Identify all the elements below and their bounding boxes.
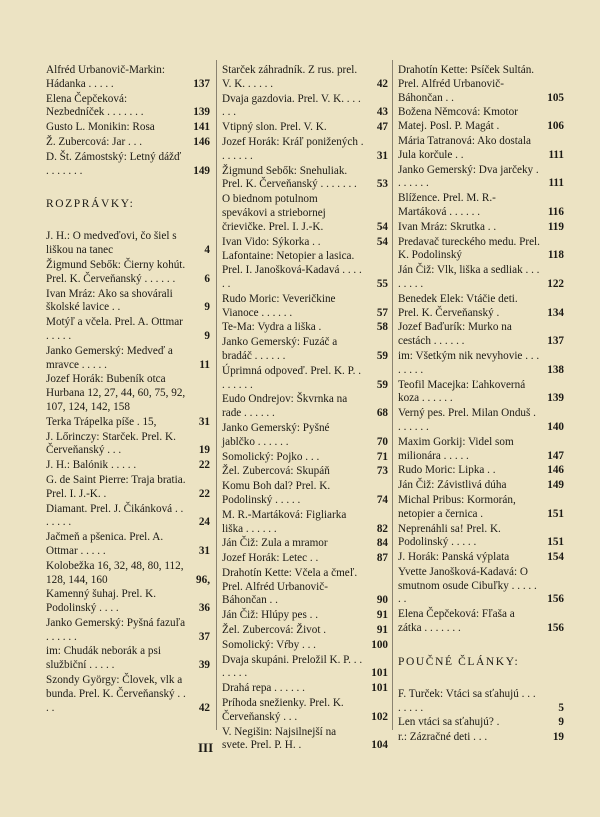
- entry-page-number: 106: [547, 120, 564, 133]
- entry-page-number: 119: [547, 220, 564, 233]
- entry-page-number: 68: [376, 407, 388, 420]
- entry-page-number: 139: [193, 106, 210, 119]
- toc-entry: [46, 64, 210, 92]
- toc-entry: [222, 509, 388, 537]
- entry-page-number: 42: [198, 701, 210, 714]
- toc-entry: [46, 431, 210, 459]
- entry-title: Žigmund Sebők: Čierny kohút. Prel. K. Červeňanský . . . . . .: [46, 258, 186, 285]
- entry-page-number: 9: [558, 716, 564, 729]
- toc-entry: [398, 236, 564, 264]
- entry-title: Alfréd Urbanovič-Markin: Hádanka . . . . .: [46, 64, 165, 90]
- toc-entry: [222, 422, 388, 450]
- entry-page-number: 71: [376, 450, 388, 463]
- toc-entry: [222, 121, 388, 135]
- entry-title: Somolický: Vŕby . . .: [222, 638, 316, 651]
- entry-page-number: 54: [376, 235, 388, 248]
- toc-entry: [222, 321, 388, 335]
- toc-entry: [222, 93, 388, 121]
- entry-page-number: 146: [193, 135, 210, 148]
- entry-page-number: 137: [547, 335, 564, 348]
- entry-title: Drahá repa . . . . . .: [222, 682, 305, 695]
- entry-title: Janko Gemerský: Dva jarčeky . . . . . . .: [398, 163, 539, 190]
- entry-title: Benedek Elek: Vtáčie deti. Prel. K. Červeňanský .: [398, 292, 518, 319]
- entry-title: Príhoda snežienky. Prel. K. Červeňanský . . .: [222, 697, 344, 723]
- entry-title: im: Všetkým nik nevyhovie . . . . . . . .: [398, 349, 540, 376]
- entry-title: Elena Čepčeková: Nezbedníček . . . . . . .: [46, 92, 144, 119]
- toc-entry: [222, 726, 388, 754]
- toc-entry: [46, 503, 210, 531]
- toc-entry: [398, 407, 564, 435]
- toc-entry: [222, 480, 388, 508]
- entry-title: Jozef Horák: Bubeník otca Hurbana 12, 27, 44, 60, 75, 92, 107, 124, 142, 158: [46, 373, 186, 413]
- index-column-3: [398, 64, 564, 746]
- toc-entry: [46, 617, 210, 645]
- toc-entry: [222, 236, 388, 250]
- entry-title: Diamant. Prel. J. Čikánková . . . . . . .: [46, 502, 184, 529]
- entry-title: Blížence. Prel. M. R.-Martáková . . . . . .: [398, 192, 496, 218]
- entry-page-number: 151: [547, 536, 564, 549]
- entry-title: Ján Čiž: Vlk, liška a sedliak . . . . . . . .: [398, 264, 540, 290]
- toc-entry: [222, 336, 388, 364]
- entry-page-number: 122: [547, 277, 564, 290]
- entry-title: Lafontaine: Netopier a lasica. Prel. I. Janošková-Kadavá . . . . . .: [222, 250, 362, 290]
- section-heading: ROZPRÁVKY:: [46, 198, 135, 211]
- entry-page-number: 31: [198, 544, 210, 557]
- index-column-1: [46, 64, 210, 716]
- entry-page-number: 19: [552, 731, 564, 744]
- toc-entry: [398, 523, 564, 551]
- entry-page-number: 22: [198, 487, 210, 500]
- toc-entry: [46, 230, 210, 258]
- entry-page-number: 141: [193, 121, 210, 134]
- toc-entry: [46, 674, 210, 715]
- entry-page-number: 134: [547, 306, 564, 319]
- entry-title: F. Turček: Vtáci sa sťahujú . . . . . . . .: [398, 687, 536, 714]
- entry-title: Žigmund Sebők: Snehuliak. Prel. K. Červeňanský . . . . . . .: [222, 164, 357, 191]
- entry-title: Božena Němcová: Kmotor Matej. Posl. P. Magát .: [398, 106, 518, 133]
- entry-title: Ján Čiž: Zula a mramor: [222, 537, 328, 550]
- toc-entry: [222, 639, 388, 653]
- entry-title: J. Lőrinczy: Starček. Prel. K. Červeňanský . . .: [46, 430, 176, 457]
- entry-title: Jozef Horák: Kráľ ponižených . . . . . . .: [222, 135, 364, 162]
- toc-entry: [46, 645, 210, 673]
- entry-page-number: 6: [204, 272, 210, 285]
- entry-title: Neprenáhli sa! Prel. K. Podolinský . . . . .: [398, 522, 501, 549]
- toc-entry: [398, 164, 564, 192]
- toc-entry: [222, 293, 388, 321]
- entry-page-number: 11: [199, 358, 210, 371]
- entry-page-number: 73: [376, 465, 388, 478]
- toc-entry: [398, 221, 564, 235]
- entry-page-number: 87: [376, 552, 388, 565]
- entry-page-number: 91: [376, 624, 388, 637]
- entry-title: Predavač tureckého medu. Prel. K. Podolinský: [398, 235, 540, 262]
- toc-entry: [222, 365, 388, 393]
- entry-title: Ivan Mráz: Ako sa shovárali školské lavice . .: [46, 287, 173, 314]
- toc-entry: [398, 494, 564, 522]
- entry-title: Komu Boh dal? Prel. K. Podolinský . . . . .: [222, 480, 331, 506]
- toc-entry: [222, 465, 388, 479]
- section-heading: POUČNÉ ČLÁNKY:: [398, 655, 520, 668]
- entry-title: Janko Gemerský: Pyšné jablčko . . . . . .: [222, 421, 330, 448]
- entry-page-number: 100: [371, 638, 388, 651]
- entry-page-number: 31: [198, 415, 210, 428]
- entry-page-number: 111: [548, 177, 564, 190]
- entry-title: Janko Gemerský: Fuzáč a bradáč . . . . . .: [222, 336, 338, 362]
- entry-title: r.: Zázračné deti . . .: [398, 731, 488, 744]
- toc-entry: [222, 165, 388, 193]
- entry-title: G. de Saint Pierre: Traja bratia. Prel. I. J.-K. .: [46, 473, 186, 500]
- entry-page-number: 101: [371, 667, 388, 680]
- toc-entry: [222, 567, 388, 608]
- entry-title: Dvaja skupáni. Preložil K. P. . . . . . . .: [222, 653, 363, 680]
- entry-page-number: 42: [376, 77, 388, 90]
- entry-title: J. Horák: Panská výplata: [398, 551, 510, 564]
- entry-page-number: 19: [198, 444, 210, 457]
- entry-title: Szondy György: Človek, vlk a bunda. Prel. K. Červeňanský . . . .: [46, 674, 186, 714]
- entry-title: Úprimná odpoveď. Prel. K. P. . . . . . . .: [222, 364, 361, 391]
- toc-entry: [398, 688, 564, 716]
- toc-entry: [398, 479, 564, 493]
- entry-title: Len vtáci sa sťahujú? .: [398, 716, 500, 729]
- entry-page-number: 139: [547, 392, 564, 405]
- entry-page-number: 104: [371, 739, 388, 752]
- entry-page-number: 156: [547, 622, 564, 635]
- entry-title: Jozef Horák: Letec . .: [222, 552, 319, 565]
- entry-page-number: 91: [376, 609, 388, 622]
- toc-entry: [46, 474, 210, 502]
- entry-page-number: 24: [198, 516, 210, 529]
- index-column-2: [222, 64, 388, 754]
- entry-title: Dvaja gazdovia. Prel. V. K. . . . . . .: [222, 92, 361, 119]
- entry-title: Yvette Janošková-Kadavá: O smutnom osude Cibuľky . . . . . . .: [398, 565, 537, 606]
- toc-entry: [398, 192, 564, 220]
- entry-title: Maxim Gorkij: Videl som milionára . . . . .: [398, 435, 514, 462]
- toc-entry: [46, 93, 210, 121]
- entry-page-number: 31: [376, 149, 388, 162]
- toc-entry: [222, 64, 388, 92]
- toc-entry: [46, 459, 210, 473]
- entry-title: Ján Čiž: Hlúpy pes . .: [222, 609, 319, 622]
- toc-entry: [222, 697, 388, 725]
- entry-title: Janko Gemerský: Pyšná fazuľa . . . . . .: [46, 616, 186, 643]
- entry-page-number: 4: [204, 244, 210, 257]
- entry-page-number: 9: [204, 301, 210, 314]
- entry-page-number: 59: [376, 378, 388, 391]
- entry-title: Elena Čepčeková: Fľaša a zátka . . . . . . .: [398, 608, 515, 635]
- entry-page-number: 39: [198, 659, 210, 672]
- entry-page-number: 37: [198, 630, 210, 643]
- entry-title: V. Negišin: Najsilnejší na svete. Prel. P. H. .: [222, 725, 337, 752]
- toc-entry: [46, 531, 210, 559]
- entry-page-number: 55: [376, 277, 388, 290]
- entry-page-number: 105: [547, 91, 564, 104]
- entry-title: Kolobežka 16, 32, 48, 80, 112, 128, 144, 160: [46, 559, 184, 586]
- entry-page-number: 53: [376, 178, 388, 191]
- toc-entry: [398, 350, 564, 378]
- entry-page-number: 96,: [196, 573, 210, 586]
- entry-title: Te-Ma: Vydra a liška .: [222, 321, 322, 334]
- entry-page-number: 5: [558, 701, 564, 714]
- toc-entry: [398, 551, 564, 565]
- toc-entry: [46, 136, 210, 150]
- entry-title: Starček záhradník. Z rus. prel. V. K. . . . . .: [222, 64, 358, 90]
- toc-entry: [398, 264, 564, 292]
- toc-entry: [398, 436, 564, 464]
- toc-entry: [398, 731, 564, 745]
- toc-entry: [46, 588, 210, 616]
- entry-title: Somolický: Pojko . . .: [222, 450, 320, 463]
- entry-page-number: 147: [547, 449, 564, 462]
- toc-entry: [46, 316, 210, 344]
- toc-entry: [398, 608, 564, 636]
- toc-entry: [222, 193, 388, 234]
- toc-entry: [46, 560, 210, 588]
- toc-entry: [398, 106, 564, 134]
- entry-page-number: 156: [547, 593, 564, 606]
- entry-page-number: 43: [376, 106, 388, 119]
- entry-title: O biednom potulnom spevákovi a striebornej črievičke. Prel. I. J.-K.: [222, 193, 326, 233]
- entry-page-number: 54: [376, 220, 388, 233]
- toc-entry: [398, 64, 564, 105]
- toc-entry: [398, 293, 564, 321]
- entry-title: J. H.: O medveďovi, čo šiel s liškou na tanec: [46, 230, 177, 257]
- entry-page-number: 58: [376, 321, 388, 334]
- toc-entry: [398, 379, 564, 407]
- toc-entry: [222, 250, 388, 291]
- entry-title: Jozef Baďurík: Murko na cestách . . . . . .: [398, 321, 512, 348]
- entry-page-number: 154: [547, 551, 564, 564]
- entry-page-number: 74: [376, 493, 388, 506]
- entry-title: Vtipný slon. Prel. V. K.: [222, 121, 327, 134]
- toc-entry: [46, 373, 210, 414]
- entry-title: Teofil Macejka: Ľahkoverná koza . . . . . .: [398, 378, 526, 405]
- entry-page-number: 84: [376, 537, 388, 550]
- toc-entry: [398, 135, 564, 163]
- entry-page-number: 59: [376, 349, 388, 362]
- toc-entry: [46, 121, 210, 135]
- entry-page-number: 102: [371, 710, 388, 723]
- entry-title: Rudo Moric: Lipka . .: [398, 464, 496, 477]
- toc-entry: [222, 682, 388, 696]
- entry-page-number: 70: [376, 435, 388, 448]
- entry-page-number: 116: [547, 205, 564, 218]
- toc-entry: [398, 716, 564, 730]
- toc-entry: [222, 451, 388, 465]
- entry-title: Michal Pribus: Kormorán, netopier a černica .: [398, 493, 516, 520]
- entry-title: Drahotín Kette: Včela a čmeľ. Prel. Alfréd Urbanovič-Báhončan . .: [222, 566, 358, 607]
- entry-title: im: Chudák neborák a psi službiční . . . . .: [46, 645, 161, 672]
- toc-entry: [398, 321, 564, 349]
- entry-page-number: 82: [376, 522, 388, 535]
- toc-entry: [222, 552, 388, 566]
- entry-title: Ján Čiž: Závistlivá dúha: [398, 479, 507, 492]
- entry-title: Žel. Zubercová: Skupáň: [222, 465, 330, 478]
- entry-page-number: 118: [547, 249, 564, 262]
- column-divider: [392, 60, 393, 730]
- entry-title: Eudo Ondrejov: Škvrnka na rade . . . . . .: [222, 393, 348, 420]
- page-folio: III: [198, 740, 214, 755]
- entry-title: Drahotín Kette: Psíček Sultán. Prel. Alfréd Urbanovič-Báhončan . .: [398, 64, 535, 104]
- entry-title: Motýľ a včela. Prel. A. Ottmar . . . . .: [46, 316, 183, 342]
- entry-page-number: 137: [193, 77, 210, 90]
- entry-page-number: 22: [198, 459, 210, 472]
- entry-title: J. H.: Balónik . . . . .: [46, 459, 137, 472]
- entry-page-number: 140: [547, 420, 564, 433]
- toc-entry: [46, 259, 210, 287]
- toc-entry: [398, 566, 564, 607]
- toc-entry: [222, 136, 388, 164]
- entry-title: D. Št. Zámostský: Letný dážď . . . . . . .: [46, 150, 182, 177]
- entry-title: Verný pes. Prel. Milan Onduš . . . . . . .: [398, 407, 536, 433]
- entry-title: Žel. Zubercová: Život .: [222, 624, 327, 637]
- entry-title: Janko Gemerský: Medveď a mravce . . . . .: [46, 344, 173, 371]
- toc-entry: [46, 345, 210, 373]
- entry-page-number: 138: [547, 363, 564, 376]
- entry-page-number: 149: [193, 164, 210, 177]
- entry-title: Ivan Mráz: Skrutka . .: [398, 220, 497, 233]
- entry-page-number: 101: [371, 682, 388, 695]
- toc-entry: [46, 151, 210, 179]
- entry-title: Terka Trápelka píše . 15,: [46, 415, 157, 428]
- toc-entry: [46, 416, 210, 430]
- entry-title: Rudo Moric: Veveričkine Vianoce . . . . . .: [222, 292, 336, 319]
- toc-entry: [222, 393, 388, 421]
- entry-title: Jačmeň a pšenica. Prel. A. Ottmar . . . . .: [46, 531, 164, 557]
- entry-page-number: 57: [376, 306, 388, 319]
- column-divider: [216, 60, 217, 730]
- toc-entry: [398, 464, 564, 478]
- toc-entry: [222, 624, 388, 638]
- entry-page-number: 151: [547, 507, 564, 520]
- toc-entry: [46, 288, 210, 316]
- entry-page-number: 90: [376, 594, 388, 607]
- entry-page-number: 146: [547, 464, 564, 477]
- entry-title: Gusto L. Monikin: Rosa: [46, 121, 155, 134]
- entry-title: Ž. Zubercová: Jar . . .: [46, 135, 142, 148]
- toc-entry: [222, 654, 388, 682]
- entry-page-number: 111: [548, 148, 564, 161]
- entry-title: Ivan Vido: Sýkorka . .: [222, 235, 321, 248]
- entry-page-number: 47: [376, 121, 388, 134]
- entry-page-number: 149: [547, 479, 564, 492]
- entry-page-number: 36: [198, 602, 210, 615]
- entry-title: Kamenný šuhaj. Prel. K. Podolinský . . . .: [46, 588, 156, 615]
- toc-entry: [222, 537, 388, 551]
- toc-entry: [222, 609, 388, 623]
- entry-page-number: 9: [204, 329, 210, 342]
- entry-title: Mária Tatranová: Ako dostala Jula korčule . .: [398, 134, 531, 161]
- entry-title: M. R.-Martáková: Figliarka liška . . . . . .: [222, 508, 347, 535]
